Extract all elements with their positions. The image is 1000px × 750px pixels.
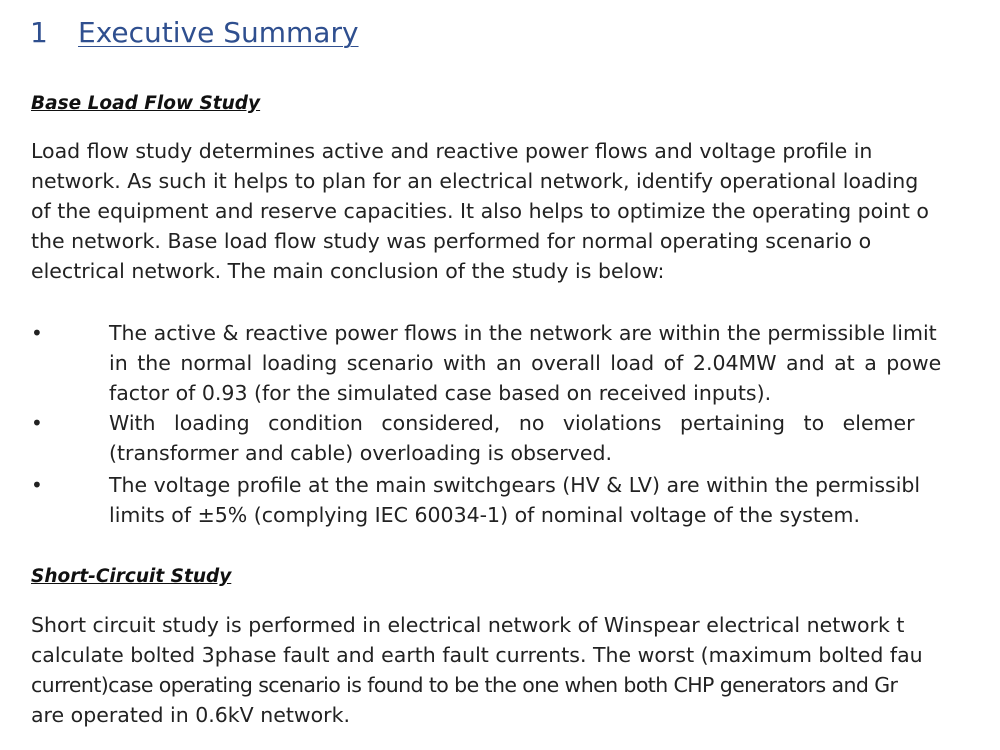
section-number: 1 bbox=[30, 16, 48, 49]
bullet-line: The active & reactive power flows in the network are within the permissible limit bbox=[109, 321, 937, 345]
paragraph-line: Short circuit study is performed in electrical network of Winspear electrical network t bbox=[31, 613, 905, 637]
bullet-icon: • bbox=[31, 473, 43, 497]
bullet-line: limits of ±5% (complying IEC 60034-1) of nominal voltage of the system. bbox=[109, 503, 861, 527]
bullet-icon: • bbox=[31, 411, 43, 435]
bullet-line: in the normal loading scenario with an overall load of 2.04MW and at a powe bbox=[109, 351, 942, 375]
bullet-line: The voltage profile at the main switchgears (HV & LV) are within the permissibl bbox=[109, 473, 921, 497]
paragraph-line: current)case operating scenario is found to be the one when both CHP generators and Gr bbox=[31, 673, 898, 697]
bullet-icon: • bbox=[31, 321, 43, 345]
paragraph-line: are operated in 0.6kV network. bbox=[31, 703, 350, 727]
paragraph-line: calculate bolted 3phase fault and earth fault currents. The worst (maximum bolted fau bbox=[31, 643, 923, 667]
paragraph-line: of the equipment and reserve capacities. It also helps to optimize the operating point o bbox=[31, 199, 929, 223]
base-load-flow-heading: Base Load Flow Study bbox=[31, 93, 261, 114]
bullet-line: (transformer and cable) overloading is observed. bbox=[109, 441, 612, 465]
paragraph-line: electrical network. The main conclusion of the study is below: bbox=[31, 259, 665, 283]
paragraph-line: Load flow study determines active and reactive power flows and voltage profile in bbox=[31, 139, 873, 163]
section-heading bbox=[30, 16, 359, 49]
paragraph-line: the network. Base load flow study was performed for normal operating scenario o bbox=[31, 229, 872, 253]
paragraph-line: network. As such it helps to plan for an electrical network, identify operational loading bbox=[31, 169, 919, 193]
short-circuit-heading: Short-Circuit Study bbox=[31, 566, 232, 587]
bullet-line: factor of 0.93 (for the simulated case based on received inputs). bbox=[109, 381, 772, 405]
section-title: Executive Summary bbox=[78, 16, 359, 49]
bullet-line: With loading condition considered, no violations pertaining to elemer bbox=[109, 411, 915, 435]
